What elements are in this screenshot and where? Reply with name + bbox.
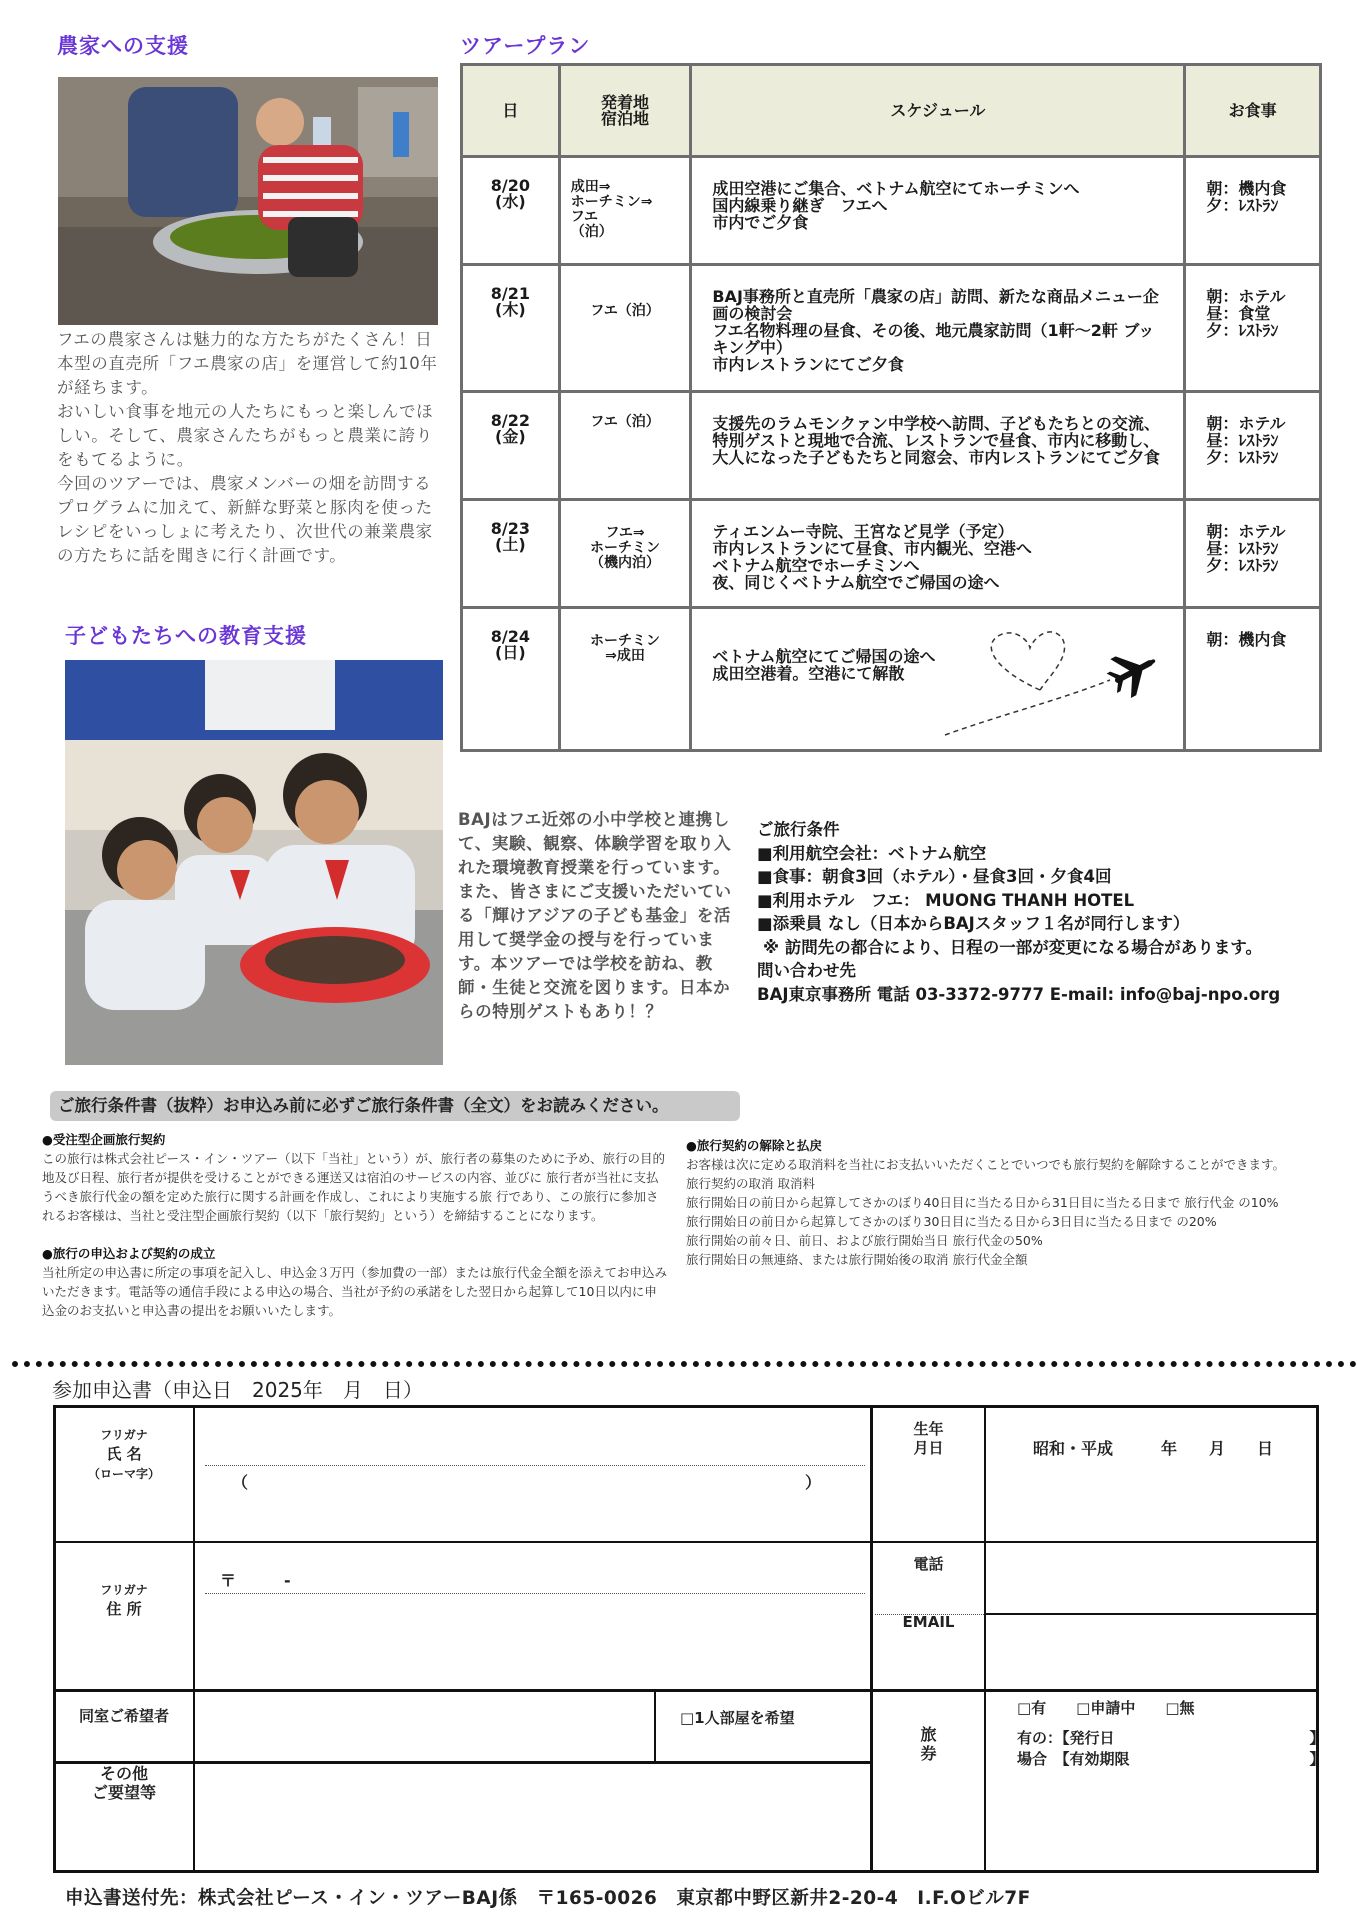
birth-label: 生年 月日: [913, 1420, 944, 1457]
tour-table: [460, 63, 1322, 752]
row-meals: 朝：ホテル 昼：食堂 夕：ﾚｽﾄﾗﾝ: [1185, 265, 1321, 392]
contact-title: 問い合わせ先: [757, 961, 856, 980]
email-field[interactable]: [988, 1617, 1314, 1687]
birth-date-field[interactable]: 昭和・平成 年 月 日: [1033, 1439, 1274, 1458]
farmer-photo: [58, 77, 438, 325]
cancel-line: 旅行開始日の前日から起算してさかのぼり30日目に当たる日から3日目に当たる日まで の20%: [686, 1214, 1217, 1229]
header-place: 発着地 宿泊地: [559, 65, 691, 157]
conditions-meals: ■食事：朝食3回（ホテル）・昼食3回・夕食4回: [757, 867, 1112, 886]
form-divider: [193, 1407, 195, 1871]
phone-field[interactable]: [988, 1545, 1314, 1611]
mailing-address: 申込書送付先：株式会社ピース・イン・ツアーBAJ係 〒165-0026 東京都中野区新井2-20-4 I.F.Oビル7F: [65, 1888, 1031, 1909]
name-furigana: フリガナ: [100, 1428, 148, 1442]
passport-issue-date[interactable]: 有の：【発行日 】: [1017, 1729, 1325, 1747]
header-day: 日: [462, 65, 560, 157]
name-field[interactable]: [205, 1428, 865, 1464]
row-schedule: BAJ事務所と直売所「農家の店」訪問、新たな商品メニュー企画の検討会 フエ名物料理の昼食、その後、地元農家訪問（1軒〜2軒 ブッキング中） 市内レストランにてご夕食: [691, 265, 1185, 392]
conditions-hotel: ■利用ホテル フエ： MUONG THANH HOTEL: [757, 890, 1135, 910]
other-requests-label: その他 ご要望等: [91, 1764, 156, 1802]
header-schedule: スケジュール: [691, 65, 1185, 157]
form-divider: [654, 1691, 656, 1761]
apply-title: ●旅行の申込および契約の成立: [42, 1246, 216, 1261]
form-divider: [984, 1613, 1317, 1615]
row-place: ホーチミン ⇒成田: [559, 608, 691, 751]
cancel-line: 旅行開始日の前日から起算してさかのぼり40日目に当たる日から31日目に当たる日まで 旅行代金 の10%: [686, 1195, 1279, 1210]
conditions-block: [757, 818, 1280, 1006]
cancel-line: 旅行契約の取消 取消料: [686, 1176, 815, 1191]
heart-airplane-illustration: [940, 620, 1175, 740]
form-divider: [55, 1541, 870, 1543]
contact-info: BAJ東京事務所 電話 03-3372-9777 E-mail: info@baj-npo.org: [757, 984, 1281, 1004]
roommate-field[interactable]: [197, 1694, 652, 1759]
passport-status-options[interactable]: □有 □申請中 □無: [1017, 1699, 1195, 1717]
conditions-escort: ■添乗員 なし（日本からBAJスタッフ１名が同行します）: [757, 914, 1190, 933]
row-meals: 朝：機内食: [1185, 608, 1321, 751]
single-room-checkbox[interactable]: □1人部屋を希望: [680, 1709, 795, 1727]
conditions-note: ※ 訪問先の都合により、日程の一部が変更になる場合があります。: [763, 937, 1262, 957]
row-place: フエ（泊）: [559, 392, 691, 500]
farmers-text: フエの農家さんは魅力的な方たちがたくさん！日本型の直売所「フエ農家の店」を運営して約10年が経ちます。 おいしい食事を地元の人たちにもっと楽しんでほしい。そして、農家さんたちがもっと農業に誇りをもてるように。 今回のツアーでは、農家メンバーの畑を訪問するプログラムに加えて、新鮮な野菜と豚肉を使ったレシピをいっしょに考えたり、次世代の兼業農家の方たちに話を聞きに行く計画です。: [57, 330, 438, 565]
form-divider: [873, 1541, 1317, 1543]
row-date: 8/23 (土): [462, 500, 560, 608]
form-divider: [870, 1407, 873, 1871]
row-place: フエ（泊）: [559, 265, 691, 392]
row-date: 8/22 (金): [462, 392, 560, 500]
cut-line: [12, 1361, 1357, 1367]
education-text: BAJはフエ近郊の小中学校と連携して、実験、観察、体験学習を取り入れた環境教育授業を行っています。また、皆さまにご支援いただいている「輝けアジアの子ども基金」を活用して奨学金の授与を行っています。本ツアーでは学校を訪ね、教師・生徒と交流を図ります。日本からの特別ゲストもあり！？: [458, 810, 732, 1021]
roommate-label: 同室ご希望者: [78, 1707, 169, 1725]
terms-banner: ご旅行条件書（抜粋）お申込み前に必ずご旅行条件書（全文）をお読みください。: [50, 1091, 740, 1121]
address-label: フリガナ 住 所: [100, 1583, 148, 1618]
tour-row: [462, 608, 1321, 751]
postal-mark: 〒 -: [220, 1571, 291, 1590]
row-meals: 朝：機内食 夕：ﾚｽﾄﾗﾝ: [1185, 157, 1321, 265]
address-field[interactable]: [205, 1548, 865, 1683]
row-date: 8/24 (日): [462, 608, 560, 751]
row-date: 8/21 (木): [462, 265, 560, 392]
row-place: フエ⇒ ホーチミン （機内泊）: [559, 500, 691, 608]
row-meals: 朝：ホテル 昼：ﾚｽﾄﾗﾝ 夕：ﾚｽﾄﾗﾝ: [1185, 392, 1321, 500]
phone-label: 電話: [913, 1555, 944, 1573]
name-romaji-paren: （ ）: [232, 1473, 822, 1492]
form-title: 参加申込書（申込日 2025年 月 日）: [52, 1378, 423, 1402]
row-schedule-text: ベトナム航空にてご帰国の途へ 成田空港着。空港にて解散: [712, 647, 936, 683]
row-date: 8/20 (水): [462, 157, 560, 265]
other-requests-field[interactable]: [197, 1766, 867, 1868]
row-schedule: 支援先のラムモンクァン中学校へ訪問、子どもたちとの交流、特別ゲストと現地で合流、レストランで昼食、市内に移動し、大人になった子どもたちと同窓会、市内レストランにてご夕食: [691, 392, 1185, 500]
education-section-title: 子どもたちへの教育支援: [65, 624, 307, 648]
tour-section-title: ツアープラン: [460, 34, 591, 58]
passport-label: 旅 券: [920, 1725, 937, 1763]
row-place: 成田⇒ ホーチミン⇒ フエ （泊）: [559, 157, 691, 265]
form-divider: [984, 1407, 986, 1871]
form-divider: [55, 1689, 1317, 1692]
tour-row: [462, 157, 1321, 265]
row-schedule: ティエンムー寺院、王宮など見学（予定） 市内レストランにて昼食、市内観光、空港へ ベトナム航空でホーチミンへ 夜、同じくベトナム航空でご帰国の途へ: [691, 500, 1185, 608]
contract-title: ●受注型企画旅行契約: [42, 1132, 166, 1147]
children-photo: [65, 660, 443, 1065]
tour-row: [462, 265, 1321, 392]
terms-right: [686, 1136, 1341, 1269]
terms-left: [42, 1130, 667, 1320]
row-meals: 朝：ホテル 昼：ﾚｽﾄﾗﾝ 夕：ﾚｽﾄﾗﾝ: [1185, 500, 1321, 608]
tour-row: [462, 500, 1321, 608]
tour-row: [462, 392, 1321, 500]
form-dotted-line: [205, 1465, 865, 1466]
name-label: フリガナ 氏 名 （ローマ字）: [87, 1428, 160, 1481]
airplane-icon: [1101, 641, 1165, 703]
conditions-title: ご旅行条件: [757, 820, 840, 839]
passport-expiry-date[interactable]: 場合 【有効期限 】: [1017, 1750, 1325, 1768]
row-schedule: 成田空港にご集合、ベトナム航空にてホーチミンへ 国内線乗り継ぎ フエへ 市内でご夕食: [691, 157, 1185, 265]
cancel-text: お客様は次に定める取消料を当社にお支払いいただくことでいつでも旅行契約を解除することができます。: [686, 1157, 1286, 1172]
farmers-section-title: 農家への支援: [57, 34, 189, 58]
cancel-title: ●旅行契約の解除と払戻: [686, 1138, 822, 1153]
conditions-airline: ■利用航空会社：ベトナム航空: [757, 843, 987, 863]
header-meals: お食事: [1185, 65, 1321, 157]
tour-header-row: [462, 65, 1321, 157]
email-label: EMAIL: [902, 1613, 955, 1631]
cancel-line: 旅行開始の前々日、前日、および旅行開始当日 旅行代金の50%: [686, 1233, 1043, 1248]
cancel-line: 旅行開始日の無連絡、または旅行開始後の取消 旅行代金全額: [686, 1252, 1028, 1267]
apply-text: 当社所定の申込書に所定の事項を記入し、申込金３万円（参加費の一部）または旅行代金全額を添えてお申込みいただきます。電話等の通信手段による申込の場合、当社が予約の承諾をした翌日から起算して10日以内に申込金のお支払いと申込書の提出をお願いいたします。: [42, 1265, 668, 1318]
contract-text: この旅行は株式会社ピース・イン・ツアー（以下「当社」という）が、旅行者の募集のために予め、旅行の目的地及び日程、旅行者が提供を受けることができる運送又は宿泊のサービスの内容、並びに 旅行者が当社に支払うべき旅行代金の額を定めた旅行に関する計画を作成し、これにより実施する旅 行であり、この旅行に参加されるお客様は、当社と受注型企画旅行契約（以下「旅行契約」という）を締結することになります。: [42, 1151, 666, 1223]
